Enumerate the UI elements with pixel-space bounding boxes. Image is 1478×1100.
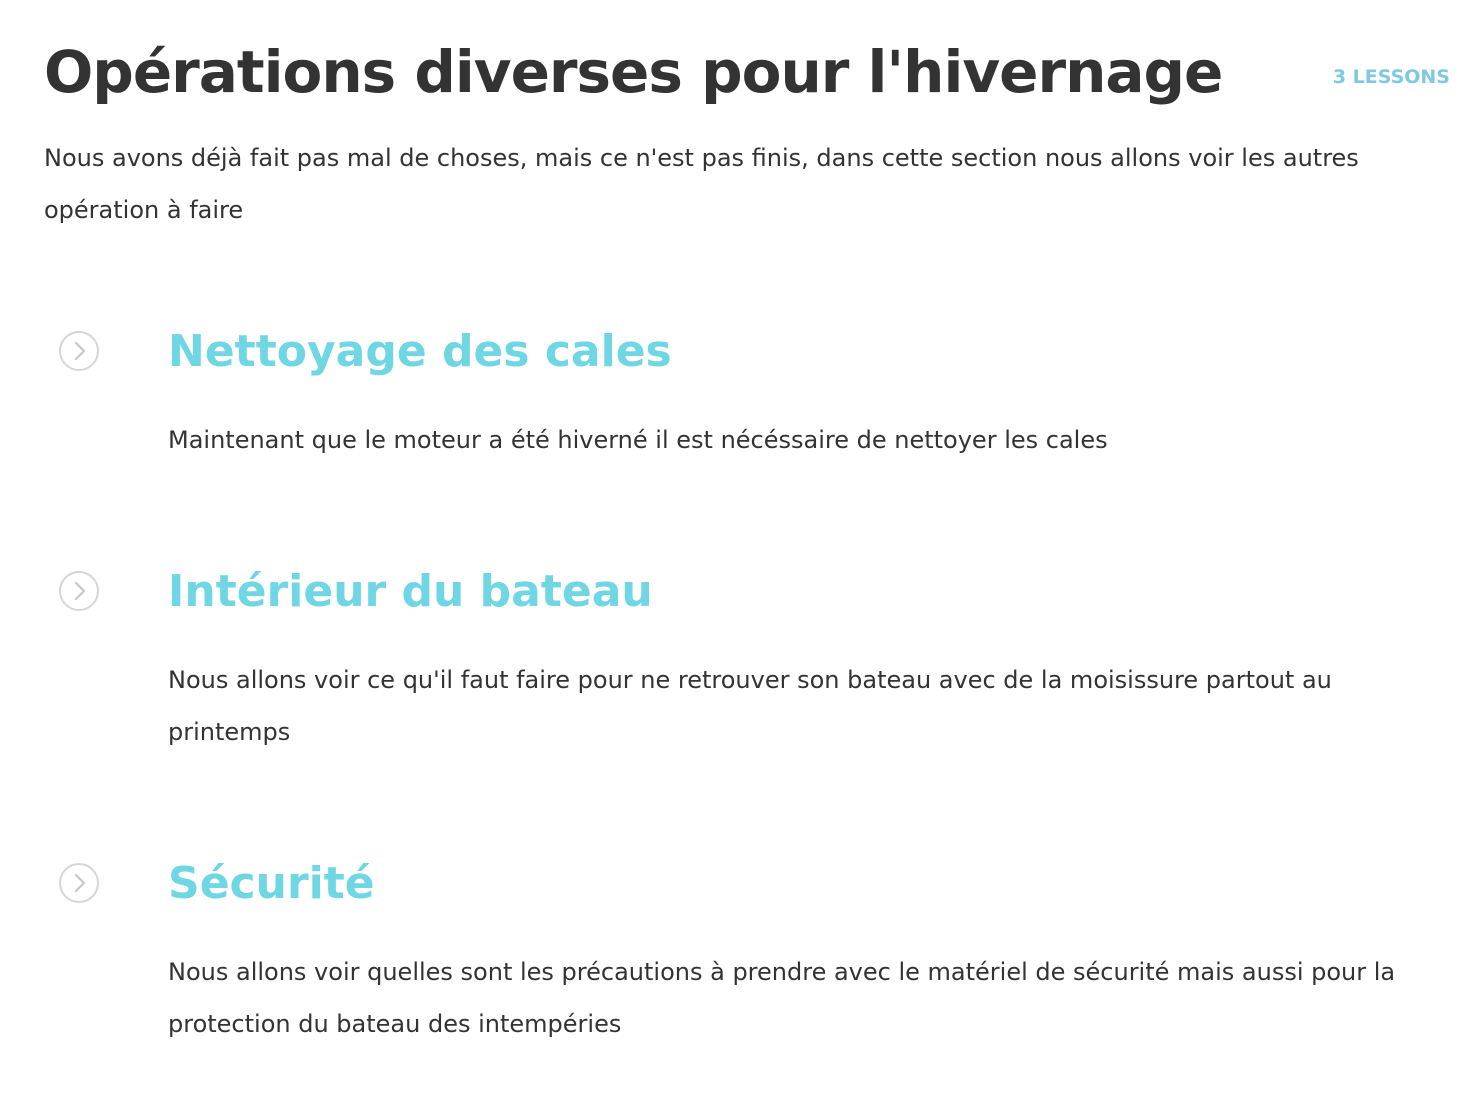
- lesson-title-link[interactable]: Nettoyage des cales: [168, 326, 672, 377]
- chevron-right-circle-icon[interactable]: [59, 571, 99, 611]
- chevron-right-circle-icon[interactable]: [59, 863, 99, 903]
- lesson-description: Maintenant que le moteur a été hiverné il est nécéssaire de nettoyer les cales: [168, 426, 1108, 454]
- section-description: Nous avons déjà fait pas mal de choses, mais ce n'est pas finis, dans cette section nous allons voir les autres opération à faire: [44, 144, 1359, 224]
- section-header: [44, 0, 1454, 132]
- section-title: Opérations diverses pour l'hivernage: [44, 38, 1223, 106]
- lesson-title-link[interactable]: Intérieur du bateau: [168, 566, 653, 617]
- course-section: [44, 0, 1454, 1038]
- lesson-description: Nous allons voir quelles sont les précautions à prendre avec le matériel de sécurité mais aussi pour la protection du bateau des intempéries: [168, 958, 1396, 1038]
- chevron-right-circle-icon[interactable]: [59, 331, 99, 371]
- lesson-count-badge: 3 LESSONS: [1332, 66, 1450, 88]
- lesson-title-link[interactable]: Sécurité: [168, 858, 375, 909]
- lesson-description: Nous allons voir ce qu'il faut faire pour ne retrouver son bateau avec de la moisissure partout au printemps: [168, 666, 1332, 746]
